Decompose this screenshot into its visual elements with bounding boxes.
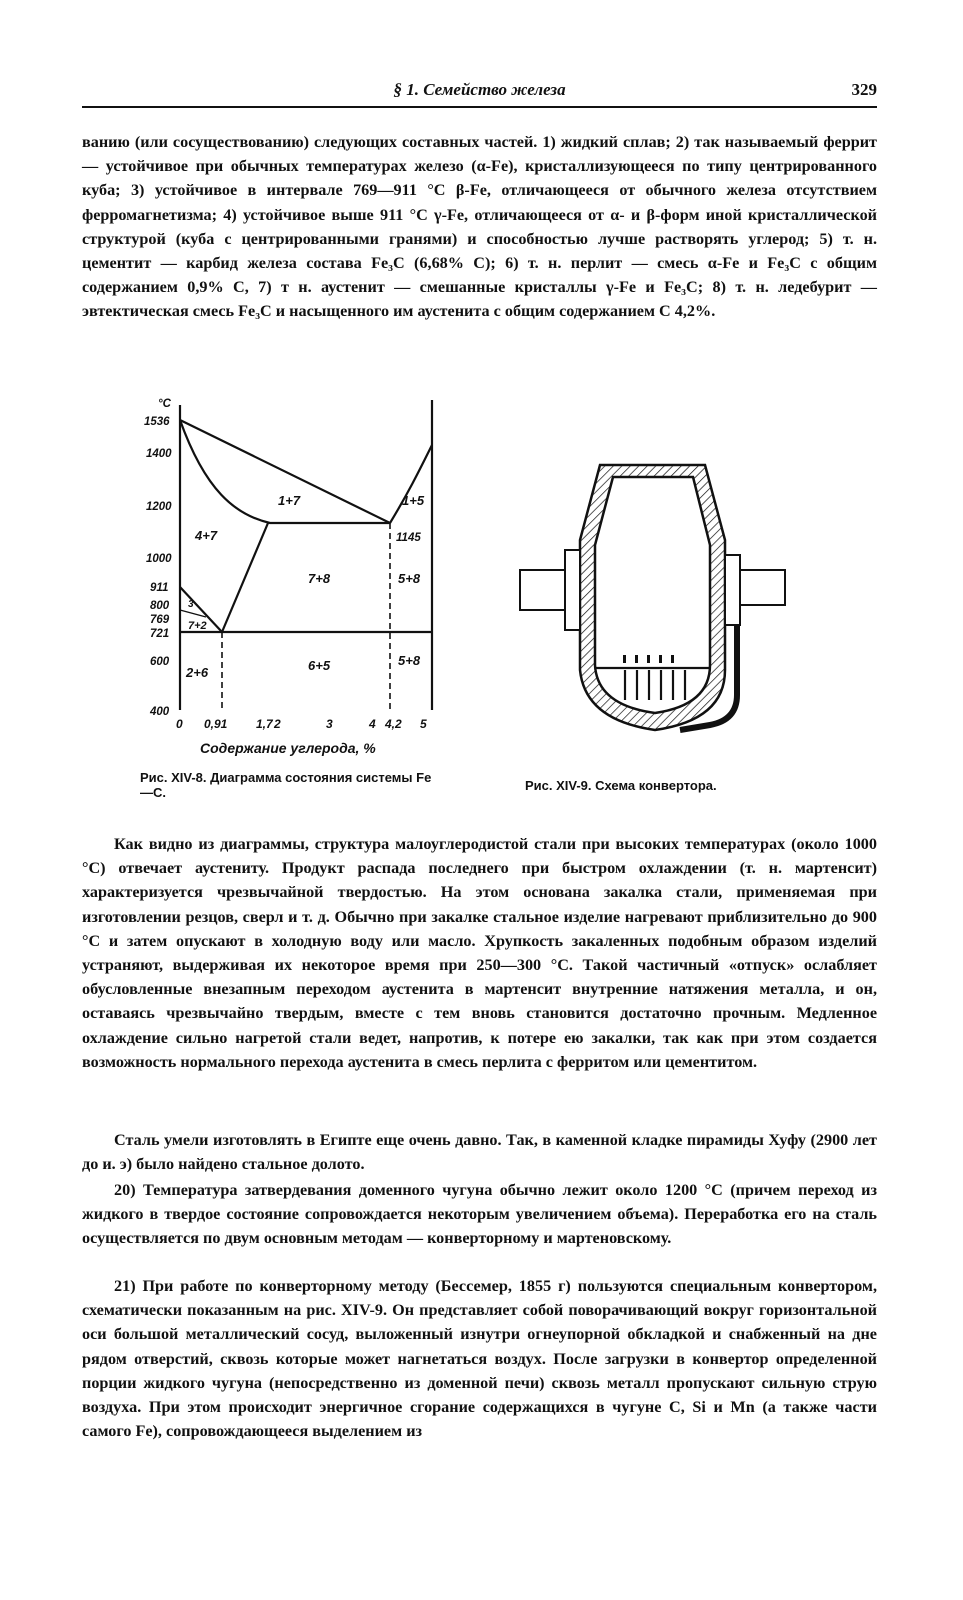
svg-text:4: 4 — [369, 717, 376, 731]
svg-text:5: 5 — [420, 717, 427, 731]
svg-text:4,2: 4,2 — [385, 717, 402, 731]
unit-label: °C — [158, 398, 171, 410]
svg-text:0,91: 0,91 — [204, 717, 228, 731]
header-rule — [82, 106, 877, 108]
svg-text:1,7: 1,7 — [256, 717, 273, 731]
paragraph-5: 21) При работе по конверторному методу (Бессемер, 1855 г) пользуются специальным конвертором, схематически показанным на рис. XIV-9. Он представляет собой поворачивающий вокруг горизонтальной оси большой металлический сосуд, выложенный изнутри огнеупорной обкладкой и снабженный на дне рядом отверстий, сквозь которые может нагнетаться воздух. После загрузки в конвертор определенной порции жидкого чугуна (непосредственно из доменной печи) сквозь металл пропускают сильную струю воздуха. При этом происходит энергичное сгорание содержащихся в чугуне С, Si и Mn (а также части самого Fe), сопровождающееся выделением из — [82, 1277, 877, 1441]
x-axis-label: Содержание углерода, % — [200, 740, 376, 756]
svg-text:2: 2 — [274, 717, 281, 731]
fe-c-phase-diagram — [140, 395, 440, 765]
converter-inner-lining — [595, 477, 710, 713]
section-title: § 1. Семейство железа — [393, 80, 566, 99]
paragraph-4: 20) Температура затвердевания доменного чугуна обычно лежит около 1200 °С (причем переход из жидкого в твердое состояние сопровождается некоторым увеличением объема). Переработка его на сталь осуществляется по двум основным методам — конверторному и мартеновскому. — [82, 1181, 877, 1248]
svg-text:769: 769 — [150, 614, 170, 626]
svg-text:1000: 1000 — [146, 553, 172, 565]
svg-text:7+8: 7+8 — [308, 571, 331, 586]
svg-text:3: 3 — [188, 599, 194, 610]
running-header — [82, 80, 877, 104]
svg-text:1536: 1536 — [144, 416, 170, 428]
paragraph-2: Как видно из диаграммы, структура малоуглеродистой стали при высоких температурах (около 1000 °С) отвечает аустениту. Продукт распада последнего при быстром охлаждении (т. н. мартенсит) характеризуется чрезвычайной твердостью. На этом основана закалка стали, применяемая при изготовлении резцов, сверл и т. д. Обычно при закалке стальное изделие нагревают приблизительно до 900 °С и затем опускают в холодную воду или масло. Хрупкость закаленных подобным образом изделий устраняют, выдерживая их некоторое время при 250—300 °С. Такой частичный «отпуск» ослабляет обусловленные внезапным переходом аустенита в мартенсит внутренние натяжения металла, и он, оставаясь чрезвычайно твердым, вместе с тем вновь становится достаточно прочным. Медленное охлаждение сильно нагретой стали ведет, напротив, к потере ею закалки, так как при этом создается возможность нормального перехода аустенита в смесь перлита с ферритом или цементитом. — [82, 835, 877, 1071]
svg-text:1400: 1400 — [146, 448, 172, 460]
svg-text:6+5: 6+5 — [308, 658, 331, 673]
figure-2-caption: Рис. XIV-9. Схема конвертора. — [525, 778, 717, 793]
svg-text:721: 721 — [150, 628, 170, 640]
refractory-lining — [580, 465, 725, 730]
svg-text:5+8: 5+8 — [398, 571, 421, 586]
svg-text:400: 400 — [150, 706, 170, 718]
svg-text:600: 600 — [150, 656, 170, 668]
svg-text:1+7: 1+7 — [278, 493, 301, 508]
acm-line — [222, 523, 268, 632]
paragraph-1: ванию (или сосуществованию) следующих составных частей. 1) жидкий сплав; 2) так называемый феррит — устойчивое при обычных температурах железо (α-Fe), кристаллизующееся по типу центрированного куба; 3) устойчивое в интервале 769—911 °С β-Fe, отличающееся от обычного железа отсутствием ферромагнетизма; 4) устойчивое выше 911 °С γ-Fe, отличающееся от α- и β-форм иной кристаллической структурой (куба с центрированными гранями) и способностью лучше растворять углерод; 5) т. н. цементит — карбид железа состава Fe₃C (6,68% С); 6) т. н. перлит — смесь α-Fe и Fe₃C с общим содержанием 0,9% С, 7) т н. аустенит — смешанные кристаллы γ-Fe и Fe₃C; 8) т. н. ледебурит — эвтектическая смесь Fe₃C и насыщенного им аустенита с общим содержанием С 4,2%. — [82, 133, 877, 321]
figure-1-caption: Рис. XIV-8. Диаграмма состояния системы Fe—C. — [140, 770, 432, 800]
svg-text:2+6: 2+6 — [186, 665, 209, 680]
air-arrows — [623, 655, 674, 663]
svg-text:7+2: 7+2 — [188, 620, 207, 632]
svg-text:911: 911 — [150, 582, 169, 594]
page-number: 329 — [851, 80, 877, 99]
svg-text:1200: 1200 — [146, 501, 172, 513]
paragraph-3: Сталь умели изготовлять в Египте еще очень давно. Так, в каменной кладке пирамиды Хуфу (2900 лет до и. э) было найдено стальное долото. — [82, 1131, 877, 1174]
converter-schematic — [505, 455, 805, 755]
svg-text:5+8: 5+8 — [398, 653, 421, 668]
left-trunnion — [520, 570, 565, 610]
right-trunnion — [740, 570, 785, 605]
right-trunnion-flange — [725, 555, 740, 625]
liquidus-right — [390, 445, 432, 523]
left-trunnion-flange — [565, 550, 580, 630]
svg-text:1145: 1145 — [396, 532, 421, 544]
x-tick-labels — [176, 717, 427, 731]
svg-text:4+7: 4+7 — [195, 528, 218, 543]
svg-text:800: 800 — [150, 600, 170, 612]
svg-text:0: 0 — [176, 717, 183, 731]
region-labels — [185, 493, 425, 680]
svg-text:3: 3 — [326, 717, 333, 731]
svg-text:1+5: 1+5 — [402, 493, 425, 508]
